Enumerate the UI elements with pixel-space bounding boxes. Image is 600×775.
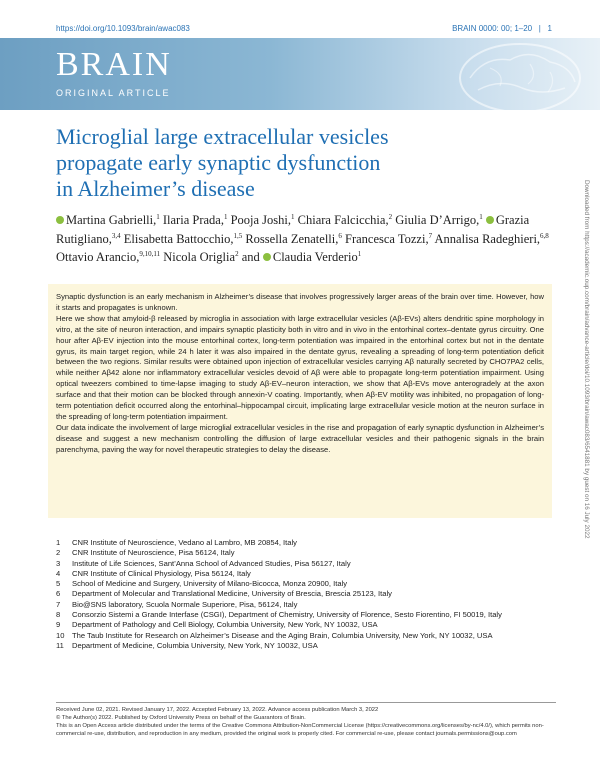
affiliation-item xyxy=(56,641,556,651)
affiliation-number: 10 xyxy=(56,630,65,640)
affiliation-item xyxy=(56,620,556,630)
author xyxy=(395,213,483,227)
author-affiliation-ref: 6 xyxy=(338,231,342,240)
author xyxy=(298,213,392,227)
author xyxy=(231,213,295,227)
affiliation-number: 2 xyxy=(56,548,61,558)
affiliation-text: Department of Medicine, Columbia University, New York, NY 10032, USA xyxy=(72,640,318,650)
journal-brand: BRAIN xyxy=(56,46,172,83)
author-affiliation-ref: 3,4 xyxy=(111,231,121,240)
footer-divider xyxy=(56,702,556,703)
author xyxy=(163,213,228,227)
footer-notes xyxy=(56,702,556,738)
author-affiliation-ref: 6,8 xyxy=(540,231,549,240)
author-name: Rossella Zenatelli, xyxy=(245,231,339,246)
author xyxy=(56,250,160,264)
affiliation-text: CNR Institute of Clinical Physiology, Pisa 56124, Italy xyxy=(72,568,251,578)
affiliation-text: The Taub Institute for Research on Alzheimer’s Disease and the Aging Brain, Columbia University, New York, NY 10032, USA xyxy=(72,630,493,640)
affiliation-number: 11 xyxy=(56,640,64,650)
author-affiliation-ref: 1 xyxy=(291,213,295,221)
affiliation-text: Bio@SNS laboratory, Scuola Normale Superiore, Pisa, 56124, Italy xyxy=(72,599,298,609)
author-name: Ottavio Arancio, xyxy=(56,250,140,265)
author-list xyxy=(56,210,556,266)
affiliation-text: CNR Institute of Neuroscience, Vedano al Lambro, MB 20854, Italy xyxy=(72,538,297,547)
author-affiliation-ref: 2 xyxy=(388,213,393,221)
author-affiliation-ref: 1 xyxy=(479,213,483,221)
author-affiliation-ref: 1 xyxy=(357,250,362,259)
author[interactable] xyxy=(56,213,160,227)
author-name: Giulia D’Arrigo, xyxy=(395,213,480,228)
author-affiliation-ref: 1,5 xyxy=(233,231,243,240)
title-line: in Alzheimer’s disease xyxy=(56,176,255,201)
author-name: Elisabetta Battocchio, xyxy=(123,231,234,246)
affiliation-item xyxy=(56,589,556,599)
abstract-paragraph: Our data indicate the involvement of large microglial extracellular vesicles in the rise and propagation of early synaptic dysfunction in Alzheimer’s disease and suggest a new mechanism controlling the diffusion of large extracellular vesicles and their pathogenic signals in the brain parenchyma, paving the way for novel therapeutic strategies to delay the disease. xyxy=(56,422,544,454)
article-title xyxy=(56,124,546,202)
abstract-box xyxy=(48,284,552,518)
orcid-icon[interactable] xyxy=(486,216,494,224)
journal-banner xyxy=(0,38,600,110)
affiliation-number: 8 xyxy=(56,610,61,620)
affiliation-text: Institute of Life Sciences, Sant’Anna School of Advanced Studies, Pisa 56127, Italy xyxy=(72,558,351,568)
affiliation-text: Consorzio Sistemi a Grande Interfase (CSGI), Department of Chemistry, University of Florence, Sesto Fiorentino, FI 50019, Italy xyxy=(72,610,502,620)
page-number: 1 xyxy=(547,24,552,33)
author-name: and xyxy=(241,250,260,265)
author-name: Nicola Origlia xyxy=(163,250,236,265)
orcid-icon[interactable] xyxy=(263,253,271,261)
affiliation-number: 9 xyxy=(56,620,61,630)
author-affiliation-ref: 9,10,11 xyxy=(139,250,161,259)
author-affiliation-ref: 2 xyxy=(235,250,239,259)
header-separator: | xyxy=(538,24,541,33)
affiliation-text: School of Medicine and Surgery, University of Milano-Bicocca, Monza 20900, Italy xyxy=(72,579,348,589)
abstract-paragraph: Synaptic dysfunction is an early mechanism in Alzheimer’s disease that involves progressively larger areas of the brain over time. However, how it starts and propagates is unknown. xyxy=(56,292,544,312)
author[interactable] xyxy=(263,250,361,264)
journal-header xyxy=(452,24,552,33)
license-notice: This is an Open Access article distributed under the terms of the Creative Commons Attribution-NonCommercial License (https://creativecommons.org/licenses/by-nc/4.0/), which permits non-commercial re-use, distribution, and reproduction in any medium, provided the original work is properly cited. For commercial re-use, please contact journals.permissions@oup.com xyxy=(56,723,544,737)
title-line: Microglial large extracellular vesicles xyxy=(56,124,389,149)
author-name: Pooja Joshi, xyxy=(230,213,292,228)
affiliation-item xyxy=(56,559,556,569)
author-affiliation-ref: 7 xyxy=(428,231,433,240)
journal-ref: BRAIN 0000: 00; 1–20 xyxy=(452,24,533,33)
doi-link[interactable]: https://doi.org/10.1093/brain/awac083 xyxy=(56,24,190,33)
abstract-paragraph: Here we show that amyloid-β released by microglia in association with large extracellular vesicles (Aβ-EVs) alters dendritic spine morphology in vitro, at the site of neuron interaction, and impairs synaptic plasticity both in vitro and in vivo in the entorhinal cortex–dentate gyrus circuitry. One hour after Aβ-EV injection into the mouse entorhinal cortex, long-term potentiation was impaired in the entorhinal cortex but not in the dentate gyrus, its main target region, while 24 h later it was also impaired in the dentate gyrus, revealing a spreading of long-term potentiation deficit between the two regions. Similar results were obtained upon injection of extracellular vesicles carrying Aβ naturally secreted by CHO7PA2 cells, while neither Aβ42 alone nor inflammatory extracellular vesicles devoid of Aβ were able to propagate long-term potentiation impairment. Using optical tweezers combined to time-lapse imaging to study Aβ-EV–neuron interaction, we show that Aβ-EVs move anterogradely at the axon surface and that their motion can be blocked through annexin-V coating. Importantly, when Aβ-EV motility was inhibited, no propagation of long-term potentiation deficit occurred along the entorhinal–hippocampal circuit, implicating large extracellular vesicle motion at the neuron surface in the spreading of long-term potentiation impairment. xyxy=(56,313,544,421)
author xyxy=(124,232,242,246)
author-name: Chiara Falcicchia, xyxy=(297,213,389,228)
author xyxy=(242,250,260,264)
affiliation-number: 7 xyxy=(56,599,61,609)
author-name: Martina Gabrielli, xyxy=(66,213,157,228)
author-name: Claudia Verderio xyxy=(272,250,358,265)
affiliation-item xyxy=(56,610,556,620)
author xyxy=(163,250,238,264)
affiliation-text: Department of Molecular and Translational Medicine, University of Brescia, Brescia 25123, Italy xyxy=(72,589,392,599)
affiliation-item xyxy=(56,538,556,548)
author-affiliation-ref: 1 xyxy=(156,213,160,221)
affiliation-text: Department of Pathology and Cell Biology, Columbia University, New York, NY 10032, USA xyxy=(72,620,378,630)
affiliation-number: 6 xyxy=(56,589,61,599)
author xyxy=(435,232,549,246)
download-note: Downloaded from https://academic.oup.com/brain/advance-article/doi/10.1093/brain/awac083/6541881 by guest on 16 July 2022 xyxy=(583,180,590,539)
title-line: propagate early synaptic dysfunction xyxy=(56,150,381,175)
article-type: ORIGINAL ARTICLE xyxy=(56,88,171,98)
affiliation-number: 3 xyxy=(56,558,61,568)
affiliation-number: 1 xyxy=(56,538,61,547)
affiliation-item xyxy=(56,579,556,589)
author-name: Grazia Rutigliano, xyxy=(56,213,530,246)
orcid-icon[interactable] xyxy=(56,216,64,224)
affiliation-item xyxy=(56,569,556,579)
affiliations xyxy=(56,538,556,651)
author-name: Ilaria Prada, xyxy=(162,213,224,228)
author-affiliation-ref: 1 xyxy=(223,213,228,221)
copyright-notice: © The Author(s) 2022. Published by Oxford University Press on behalf of the Guarantors of Brain. xyxy=(56,715,306,721)
affiliation-number: 4 xyxy=(56,568,61,578)
affiliation-item xyxy=(56,548,556,558)
affiliation-text: CNR Institute of Neuroscience, Pisa 56124, Italy xyxy=(72,548,235,558)
author-name: Annalisa Radeghieri, xyxy=(434,231,541,246)
received-dates: Received June 02, 2021. Revised January 17, 2022. Accepted February 13, 2022. Advance access publication March 3, 2022 xyxy=(56,707,379,713)
author-name: Francesca Tozzi, xyxy=(345,231,429,246)
affiliation-item xyxy=(56,600,556,610)
affiliation-item xyxy=(56,631,556,641)
author xyxy=(245,232,342,246)
affiliation-number: 5 xyxy=(56,579,61,589)
brain-illustration-icon xyxy=(430,38,600,110)
author xyxy=(345,232,432,246)
